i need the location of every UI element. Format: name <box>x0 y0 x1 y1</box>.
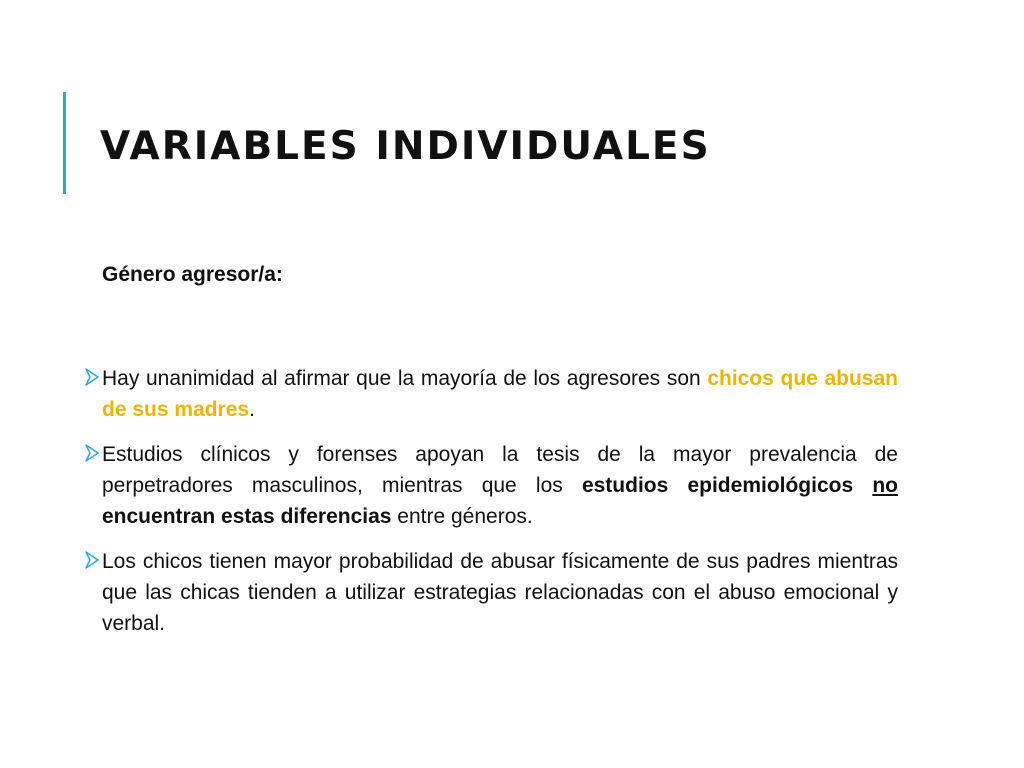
bullet-1-end: . <box>249 398 255 421</box>
bullet-item-2 <box>86 439 898 532</box>
bullet-1-text: Hay unanimidad al afirmar que la mayoría de los agresores son <box>102 367 708 390</box>
bullet-2-end: entre géneros. <box>391 505 533 528</box>
arrow-bullet-icon <box>84 549 102 571</box>
bullet-2-bold-1: estudios epidemiológicos <box>581 474 873 497</box>
bullet-1-highlight: chicos que abusan de sus madres <box>102 367 898 421</box>
arrow-bullet-icon <box>84 442 102 464</box>
arrow-bullet-icon <box>84 366 102 388</box>
bullet-item-3 <box>86 546 898 639</box>
slide-subtitle: Género agresor/a: <box>102 263 283 286</box>
bullet-list <box>86 363 898 653</box>
bullet-2-text: Estudios clínicos y forenses apoyan la tesis de la mayor prevalencia de perpetradores masculinos, mientras que los <box>102 443 898 497</box>
bullet-2-bold-2: encuentran estas diferencias <box>102 505 392 528</box>
bullet-item-1 <box>86 363 898 425</box>
title-accent-bar <box>63 92 66 194</box>
bullet-2-underline: no <box>872 474 898 497</box>
bullet-3-text: Los chicos tienen mayor probabilidad de abusar físicamente de sus padres mientras que las chicas tienden a utilizar estrategias relacionadas con el abuso emocional y verbal. <box>102 550 898 635</box>
slide-title: VARIABLES INDIVIDUALES <box>100 124 711 169</box>
